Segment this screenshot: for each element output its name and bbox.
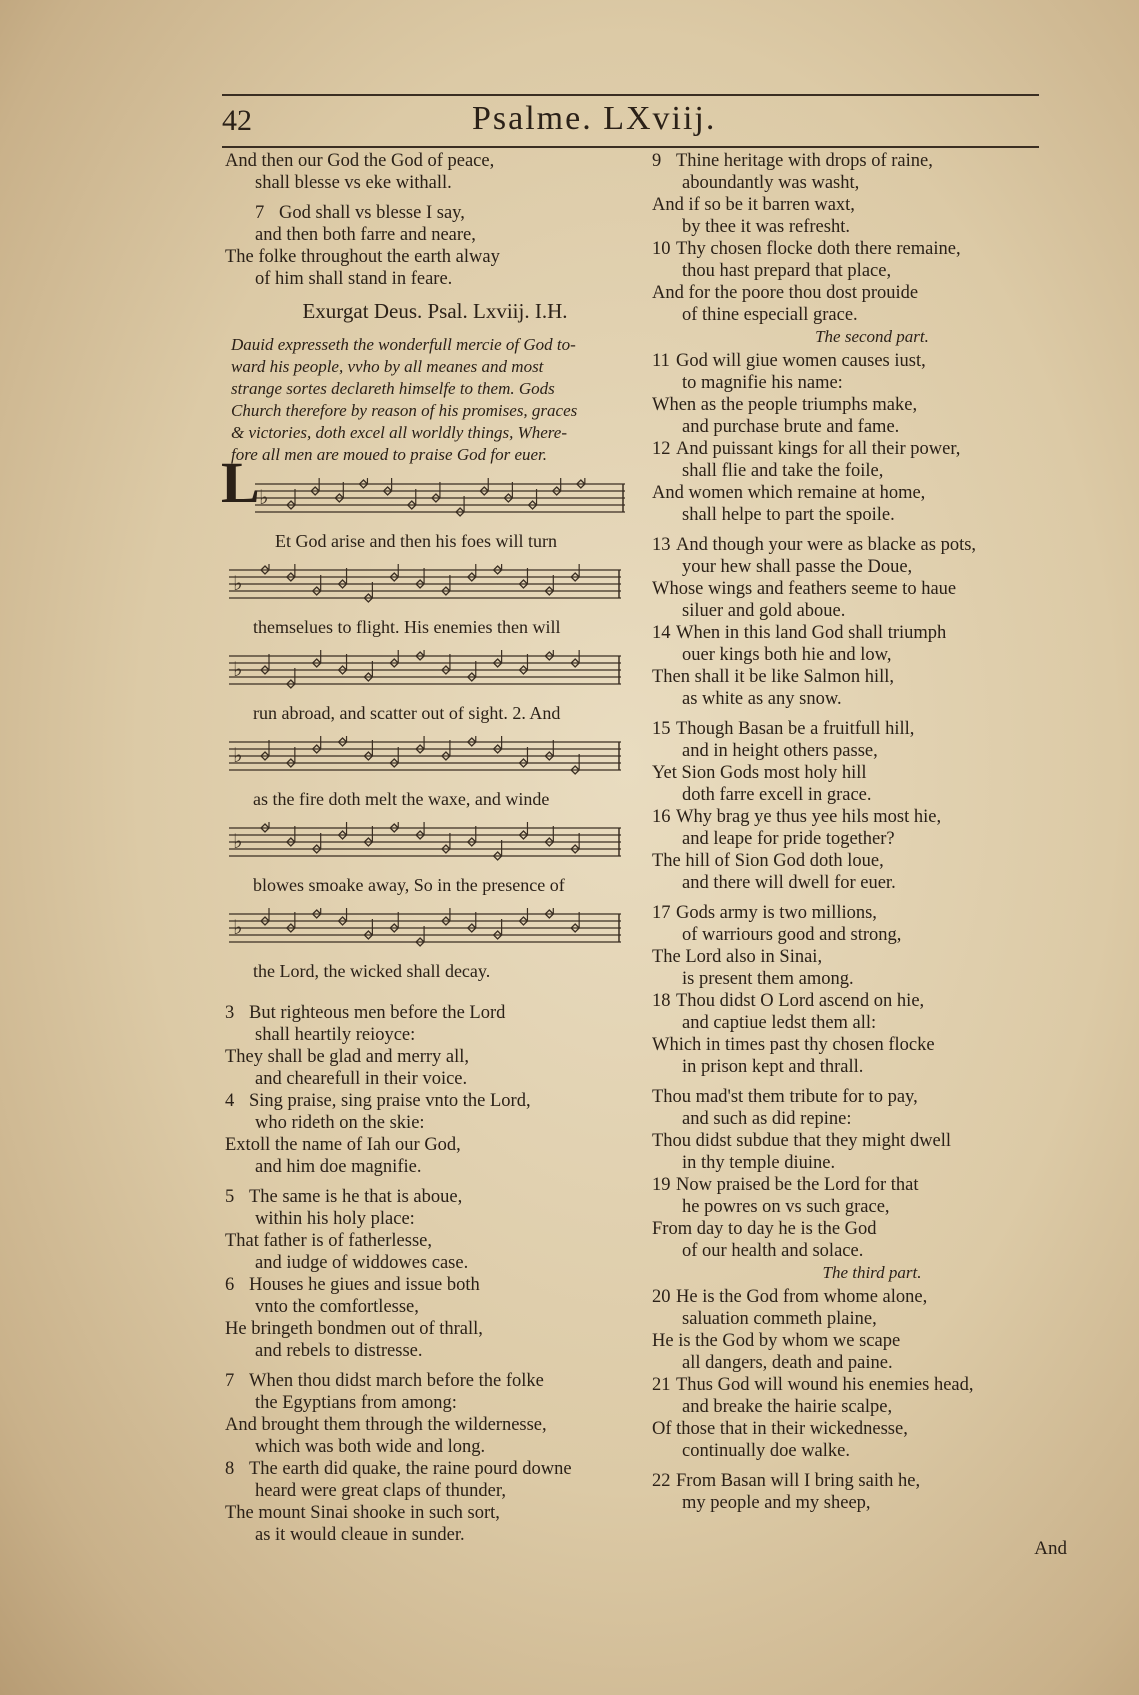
verse-line — [652, 216, 1052, 238]
verse-line — [652, 850, 1052, 872]
verse-line — [652, 460, 1052, 482]
verse-text: Thou didst O Lord ascend on hie, — [676, 991, 925, 1011]
verse-number: 19 — [652, 1175, 671, 1195]
verse-line — [652, 1396, 1052, 1418]
verse-line — [652, 438, 1052, 460]
catchword: And — [1034, 1538, 1067, 1559]
verse-text: in prison kept and thrall. — [682, 1057, 864, 1077]
verse-line — [225, 1134, 625, 1156]
verse-number: 17 — [652, 903, 671, 923]
clef-icon: ♭ — [259, 487, 269, 509]
verse-text: And for the poore thou dost prouide — [652, 283, 919, 303]
verse-line — [225, 224, 625, 246]
argument-line: ward his people, vvho by all meanes and most — [231, 357, 544, 376]
verse-text: and chearefull in their voice. — [255, 1069, 468, 1089]
verse-line — [225, 1340, 625, 1362]
verse-line — [225, 1296, 625, 1318]
verse-number: 5 — [225, 1187, 235, 1207]
verse-number: 15 — [652, 719, 671, 739]
verse-line — [652, 504, 1052, 526]
verse-text: is present them among. — [682, 969, 854, 989]
verse-line — [652, 968, 1052, 990]
verse-number: 4 — [225, 1091, 235, 1111]
music-staff — [229, 736, 621, 778]
verse-line — [652, 1492, 1052, 1514]
verse-text: Thine heritage with drops of raine, — [676, 151, 933, 171]
verse-line — [225, 1002, 625, 1024]
music-lyric: run abroad, and scatter out of sight. 2. And — [253, 703, 561, 723]
verse-line — [225, 246, 625, 268]
verse-text: and leape for pride together? — [682, 829, 895, 849]
verse-line — [225, 1046, 625, 1068]
verse-text: shall heartily reioyce: — [255, 1025, 416, 1045]
argument-line: Church therefore by reason of his promises, graces — [231, 401, 578, 420]
verse-text: The folke throughout the earth alway — [225, 247, 500, 267]
verse-text: of thine especiall grace. — [682, 305, 858, 325]
verse-text: aboundantly was washt, — [682, 173, 860, 193]
verse-text: That father is of fatherlesse, — [225, 1231, 433, 1251]
argument-line: Dauid expresseth the wonderfull mercie of God to- — [231, 335, 576, 354]
staff-system — [225, 736, 625, 822]
verse-text: shall blesse vs eke withall. — [255, 173, 452, 193]
verse-line — [652, 1152, 1052, 1174]
verse-number: 22 — [652, 1471, 671, 1491]
verse-text: which was both wide and long. — [255, 1437, 486, 1457]
clef-icon: ♭ — [233, 831, 243, 853]
verse-line — [225, 1090, 625, 1112]
verse-line — [652, 534, 1052, 556]
verse-text: The same is he that is aboue, — [249, 1187, 463, 1207]
verse-line — [225, 1392, 625, 1414]
music-staff — [229, 908, 621, 950]
verse-number: 21 — [652, 1375, 671, 1395]
verse-line — [652, 304, 1052, 326]
verse-text: The earth did quake, the raine pourd downe — [249, 1459, 572, 1479]
verse-text: God will giue women causes iust, — [676, 351, 926, 371]
verse-line — [652, 990, 1052, 1012]
running-head: Psalme. LXviij. — [472, 100, 717, 137]
verse-line — [652, 1086, 1052, 1108]
verse-line — [225, 1318, 625, 1340]
verse-line — [652, 666, 1052, 688]
verse-line — [652, 260, 1052, 282]
verse-line — [652, 806, 1052, 828]
verse-text: Now praised be the Lord for that — [676, 1175, 919, 1195]
verse-line — [652, 1352, 1052, 1374]
verse-text: by thee it was refresht. — [682, 217, 850, 237]
verse-line — [652, 784, 1052, 806]
verse-line — [225, 1252, 625, 1274]
verse-text: and captiue ledst them all: — [682, 1013, 877, 1033]
verse-text: and then both farre and neare, — [255, 225, 476, 245]
verse-line — [225, 1436, 625, 1458]
verse-text: thou hast prepard that place, — [682, 261, 892, 281]
clef-icon: ♭ — [233, 745, 243, 767]
verse-line — [652, 1196, 1052, 1218]
verse-text: Sing praise, sing praise vnto the Lord, — [249, 1091, 531, 1111]
verse-text: Houses he giues and issue both — [249, 1275, 480, 1295]
music-staff — [255, 478, 647, 520]
verse-line — [652, 1330, 1052, 1352]
clef-icon: ♭ — [233, 917, 243, 939]
verse-line — [652, 282, 1052, 304]
verse-text: as it would cleaue in sunder. — [255, 1525, 465, 1545]
verse-text: Thy chosen flocke doth there remaine, — [676, 239, 961, 259]
header-bottom-rule — [222, 146, 1039, 148]
verse-number: 6 — [225, 1275, 235, 1295]
verse-text: Extoll the name of Iah our God, — [225, 1135, 461, 1155]
verse-text: and such as did repine: — [682, 1109, 852, 1129]
verse-text: Whose wings and feathers seeme to haue — [652, 579, 957, 599]
verse-text: and rebels to distresse. — [255, 1341, 423, 1361]
verse-line — [652, 1418, 1052, 1440]
verse-line — [225, 1156, 625, 1178]
verse-line — [652, 924, 1052, 946]
verse-line — [652, 1470, 1052, 1492]
verse-line — [225, 1274, 625, 1296]
verse-number: 12 — [652, 439, 671, 459]
verse-text: and him doe magnifie. — [255, 1157, 422, 1177]
header-top-rule — [222, 94, 1039, 96]
verse-text: Yet Sion Gods most holy hill — [652, 763, 867, 783]
verse-text: continually doe walke. — [682, 1441, 850, 1461]
verse-text: Then shall it be like Salmon hill, — [652, 667, 895, 687]
verse-text: He is the God by whom we scape — [652, 1331, 901, 1351]
verse-line — [652, 600, 1052, 622]
verse-text: And brought them through the wildernesse, — [225, 1415, 547, 1435]
verse-text: The Lord also in Sinai, — [652, 947, 823, 967]
verse-number: 20 — [652, 1287, 671, 1307]
verse-text: And though your were as blacke as pots, — [676, 535, 977, 555]
verse-text: to magnifie his name: — [682, 373, 843, 393]
music-staff — [229, 650, 621, 692]
verse-line — [652, 1286, 1052, 1308]
verse-text: God shall vs blesse I say, — [279, 203, 465, 223]
verse-text: shall helpe to part the spoile. — [682, 505, 895, 525]
argument-line: strange sortes declareth himselfe to them. Gods — [231, 379, 555, 398]
verse-line — [652, 350, 1052, 372]
verse-text: And puissant kings for all their power, — [676, 439, 961, 459]
music-lyric: blowes smoake away, So in the presence of — [253, 875, 565, 895]
verse-line — [652, 718, 1052, 740]
verse-text: the Egyptians from among: — [255, 1393, 457, 1413]
verse-line — [652, 394, 1052, 416]
verse-text: who rideth on the skie: — [255, 1113, 425, 1133]
verse-text: Gods army is two millions, — [676, 903, 877, 923]
verse-text: and breake the hairie scalpe, — [682, 1397, 893, 1417]
verse-line — [652, 1240, 1052, 1262]
verse-line — [225, 1480, 625, 1502]
left-top-verses — [225, 150, 625, 290]
verse-line — [652, 644, 1052, 666]
verse-line — [225, 172, 625, 194]
verse-line — [225, 1414, 625, 1436]
clef-icon: ♭ — [233, 573, 243, 595]
music-lyric: as the fire doth melt the waxe, and winde — [253, 789, 550, 809]
verse-text: doth farre excell in grace. — [682, 785, 872, 805]
part-heading: The second part. — [815, 327, 929, 346]
verse-line — [652, 946, 1052, 968]
verse-text: They shall be glad and merry all, — [225, 1047, 470, 1067]
clef-icon: ♭ — [233, 659, 243, 681]
page-number: 42 — [222, 104, 252, 137]
verse-number: 3 — [225, 1003, 235, 1023]
right-column — [652, 150, 1052, 1514]
verse-number: 16 — [652, 807, 671, 827]
verse-number: 18 — [652, 991, 671, 1011]
verse-text: When as the people triumphs make, — [652, 395, 918, 415]
verse-line — [225, 1068, 625, 1090]
verse-text: he powres on vs such grace, — [682, 1197, 890, 1217]
psalm-title: Exurgat Deus. Psal. Lxviij. I.H. — [302, 299, 568, 323]
verse-text: and in height others passe, — [682, 741, 878, 761]
decorated-initial: L — [221, 450, 260, 515]
verse-text: Though Basan be a fruitfull hill, — [676, 719, 915, 739]
verse-line — [225, 268, 625, 290]
verse-text: within his holy place: — [255, 1209, 415, 1229]
verse-text: and iudge of widdowes case. — [255, 1253, 469, 1273]
verse-number: 8 — [225, 1459, 235, 1479]
verse-text: siluer and gold aboue. — [682, 601, 846, 621]
verse-line — [652, 740, 1052, 762]
verse-text: The hill of Sion God doth loue, — [652, 851, 884, 871]
verse-text: my people and my sheep, — [682, 1493, 871, 1513]
verse-line — [652, 238, 1052, 260]
music-staff — [229, 822, 621, 864]
verse-line — [652, 372, 1052, 394]
verse-text: From Basan will I bring saith he, — [676, 1471, 921, 1491]
verse-line — [225, 1112, 625, 1134]
verse-text: Thou didst subdue that they might dwell — [652, 1131, 952, 1151]
verse-line — [652, 578, 1052, 600]
verse-line — [652, 416, 1052, 438]
verse-line — [652, 902, 1052, 924]
verse-text: Thou mad'st them tribute for to pay, — [652, 1087, 918, 1107]
staff-system — [225, 908, 625, 994]
verse-text: He bringeth bondmen out of thrall, — [225, 1319, 483, 1339]
verse-number: 9 — [652, 151, 662, 171]
staff-system — [225, 650, 625, 736]
music-lyric: Et God arise and then his foes will turn — [275, 531, 557, 551]
left-verses — [225, 994, 625, 1546]
verse-number: 13 — [652, 535, 671, 555]
verse-line — [652, 688, 1052, 710]
verse-text: as white as any snow. — [682, 689, 842, 709]
verse-line — [652, 1218, 1052, 1240]
verse-text: When thou didst march before the folke — [249, 1371, 544, 1391]
verse-line — [652, 172, 1052, 194]
verse-text: of warriours good and strong, — [682, 925, 902, 945]
verse-line — [225, 1524, 625, 1546]
verse-line — [225, 1502, 625, 1524]
left-column — [221, 150, 625, 1546]
staff-system — [225, 564, 625, 650]
verse-line — [652, 1056, 1052, 1078]
verse-line — [652, 556, 1052, 578]
verse-text: vnto the comfortlesse, — [255, 1297, 419, 1317]
verse-line — [225, 1458, 625, 1480]
verse-line — [652, 1108, 1052, 1130]
verse-text: When in this land God shall triumph — [676, 623, 947, 643]
verse-line — [652, 872, 1052, 894]
verse-line — [225, 1230, 625, 1252]
verse-text: of him shall stand in feare. — [255, 269, 453, 289]
verse-line — [225, 1370, 625, 1392]
verse-text: And women which remaine at home, — [652, 483, 926, 503]
verse-text: And if so be it barren waxt, — [652, 195, 855, 215]
verse-text: From day to day he is the God — [652, 1219, 877, 1239]
verse-line — [652, 482, 1052, 504]
staff-system — [225, 822, 625, 908]
argument-line: & victories, doth excel all worldly things, Where- — [231, 423, 567, 442]
verse-line — [225, 202, 625, 224]
verse-line — [652, 1440, 1052, 1462]
verse-line — [225, 1186, 625, 1208]
music-staff — [229, 564, 621, 606]
verse-line — [652, 1374, 1052, 1396]
verse-text: of our health and solace. — [682, 1241, 864, 1261]
verse-number: 10 — [652, 239, 671, 259]
verse-line — [225, 150, 625, 172]
verse-line — [652, 762, 1052, 784]
verse-text: Thus God will wound his enemies head, — [676, 1375, 974, 1395]
verse-text: Of those that in their wickednesse, — [652, 1419, 908, 1439]
verse-line — [225, 1208, 625, 1230]
verse-text: and purchase brute and fame. — [682, 417, 900, 437]
verse-text: your hew shall passe the Doue, — [682, 557, 913, 577]
verse-text: and there will dwell for euer. — [682, 873, 896, 893]
verse-text: all dangers, death and paine. — [682, 1353, 893, 1373]
page-header — [222, 100, 1039, 144]
verse-line — [652, 1034, 1052, 1056]
verse-line — [652, 622, 1052, 644]
verse-line — [652, 1308, 1052, 1330]
verse-number: 14 — [652, 623, 671, 643]
music-lyric: the Lord, the wicked shall decay. — [253, 961, 491, 981]
verse-line — [652, 1130, 1052, 1152]
verse-text: Which in times past thy chosen flocke — [652, 1035, 935, 1055]
part-heading: The third part. — [822, 1263, 922, 1282]
verse-line — [652, 828, 1052, 850]
verse-line — [225, 1024, 625, 1046]
verse-text: The mount Sinai shooke in such sort, — [225, 1503, 500, 1523]
verse-text: saluation commeth plaine, — [682, 1309, 877, 1329]
verse-line — [652, 194, 1052, 216]
argument-line: fore all men are moued to praise God for euer. — [231, 445, 548, 464]
verse-number: 11 — [652, 351, 670, 371]
verse-text: in thy temple diuine. — [682, 1153, 836, 1173]
verse-text: Why brag ye thus yee hils most hie, — [676, 807, 942, 827]
psalm-argument — [231, 334, 625, 466]
verse-line — [652, 1174, 1052, 1196]
verse-number: 7 — [255, 203, 265, 223]
verse-text: And then our God the God of peace, — [225, 151, 495, 171]
verse-text: He is the God from whome alone, — [676, 1287, 928, 1307]
verse-text: ouer kings both hie and low, — [682, 645, 892, 665]
verse-number: 7 — [225, 1371, 235, 1391]
verse-text: shall flie and take the foile, — [682, 461, 884, 481]
verse-line — [652, 150, 1052, 172]
verse-text: But righteous men before the Lord — [249, 1003, 506, 1023]
music-lyric: themselues to flight. His enemies then will — [253, 617, 561, 637]
verse-line — [652, 1012, 1052, 1034]
verse-text: heard were great claps of thunder, — [255, 1481, 506, 1501]
